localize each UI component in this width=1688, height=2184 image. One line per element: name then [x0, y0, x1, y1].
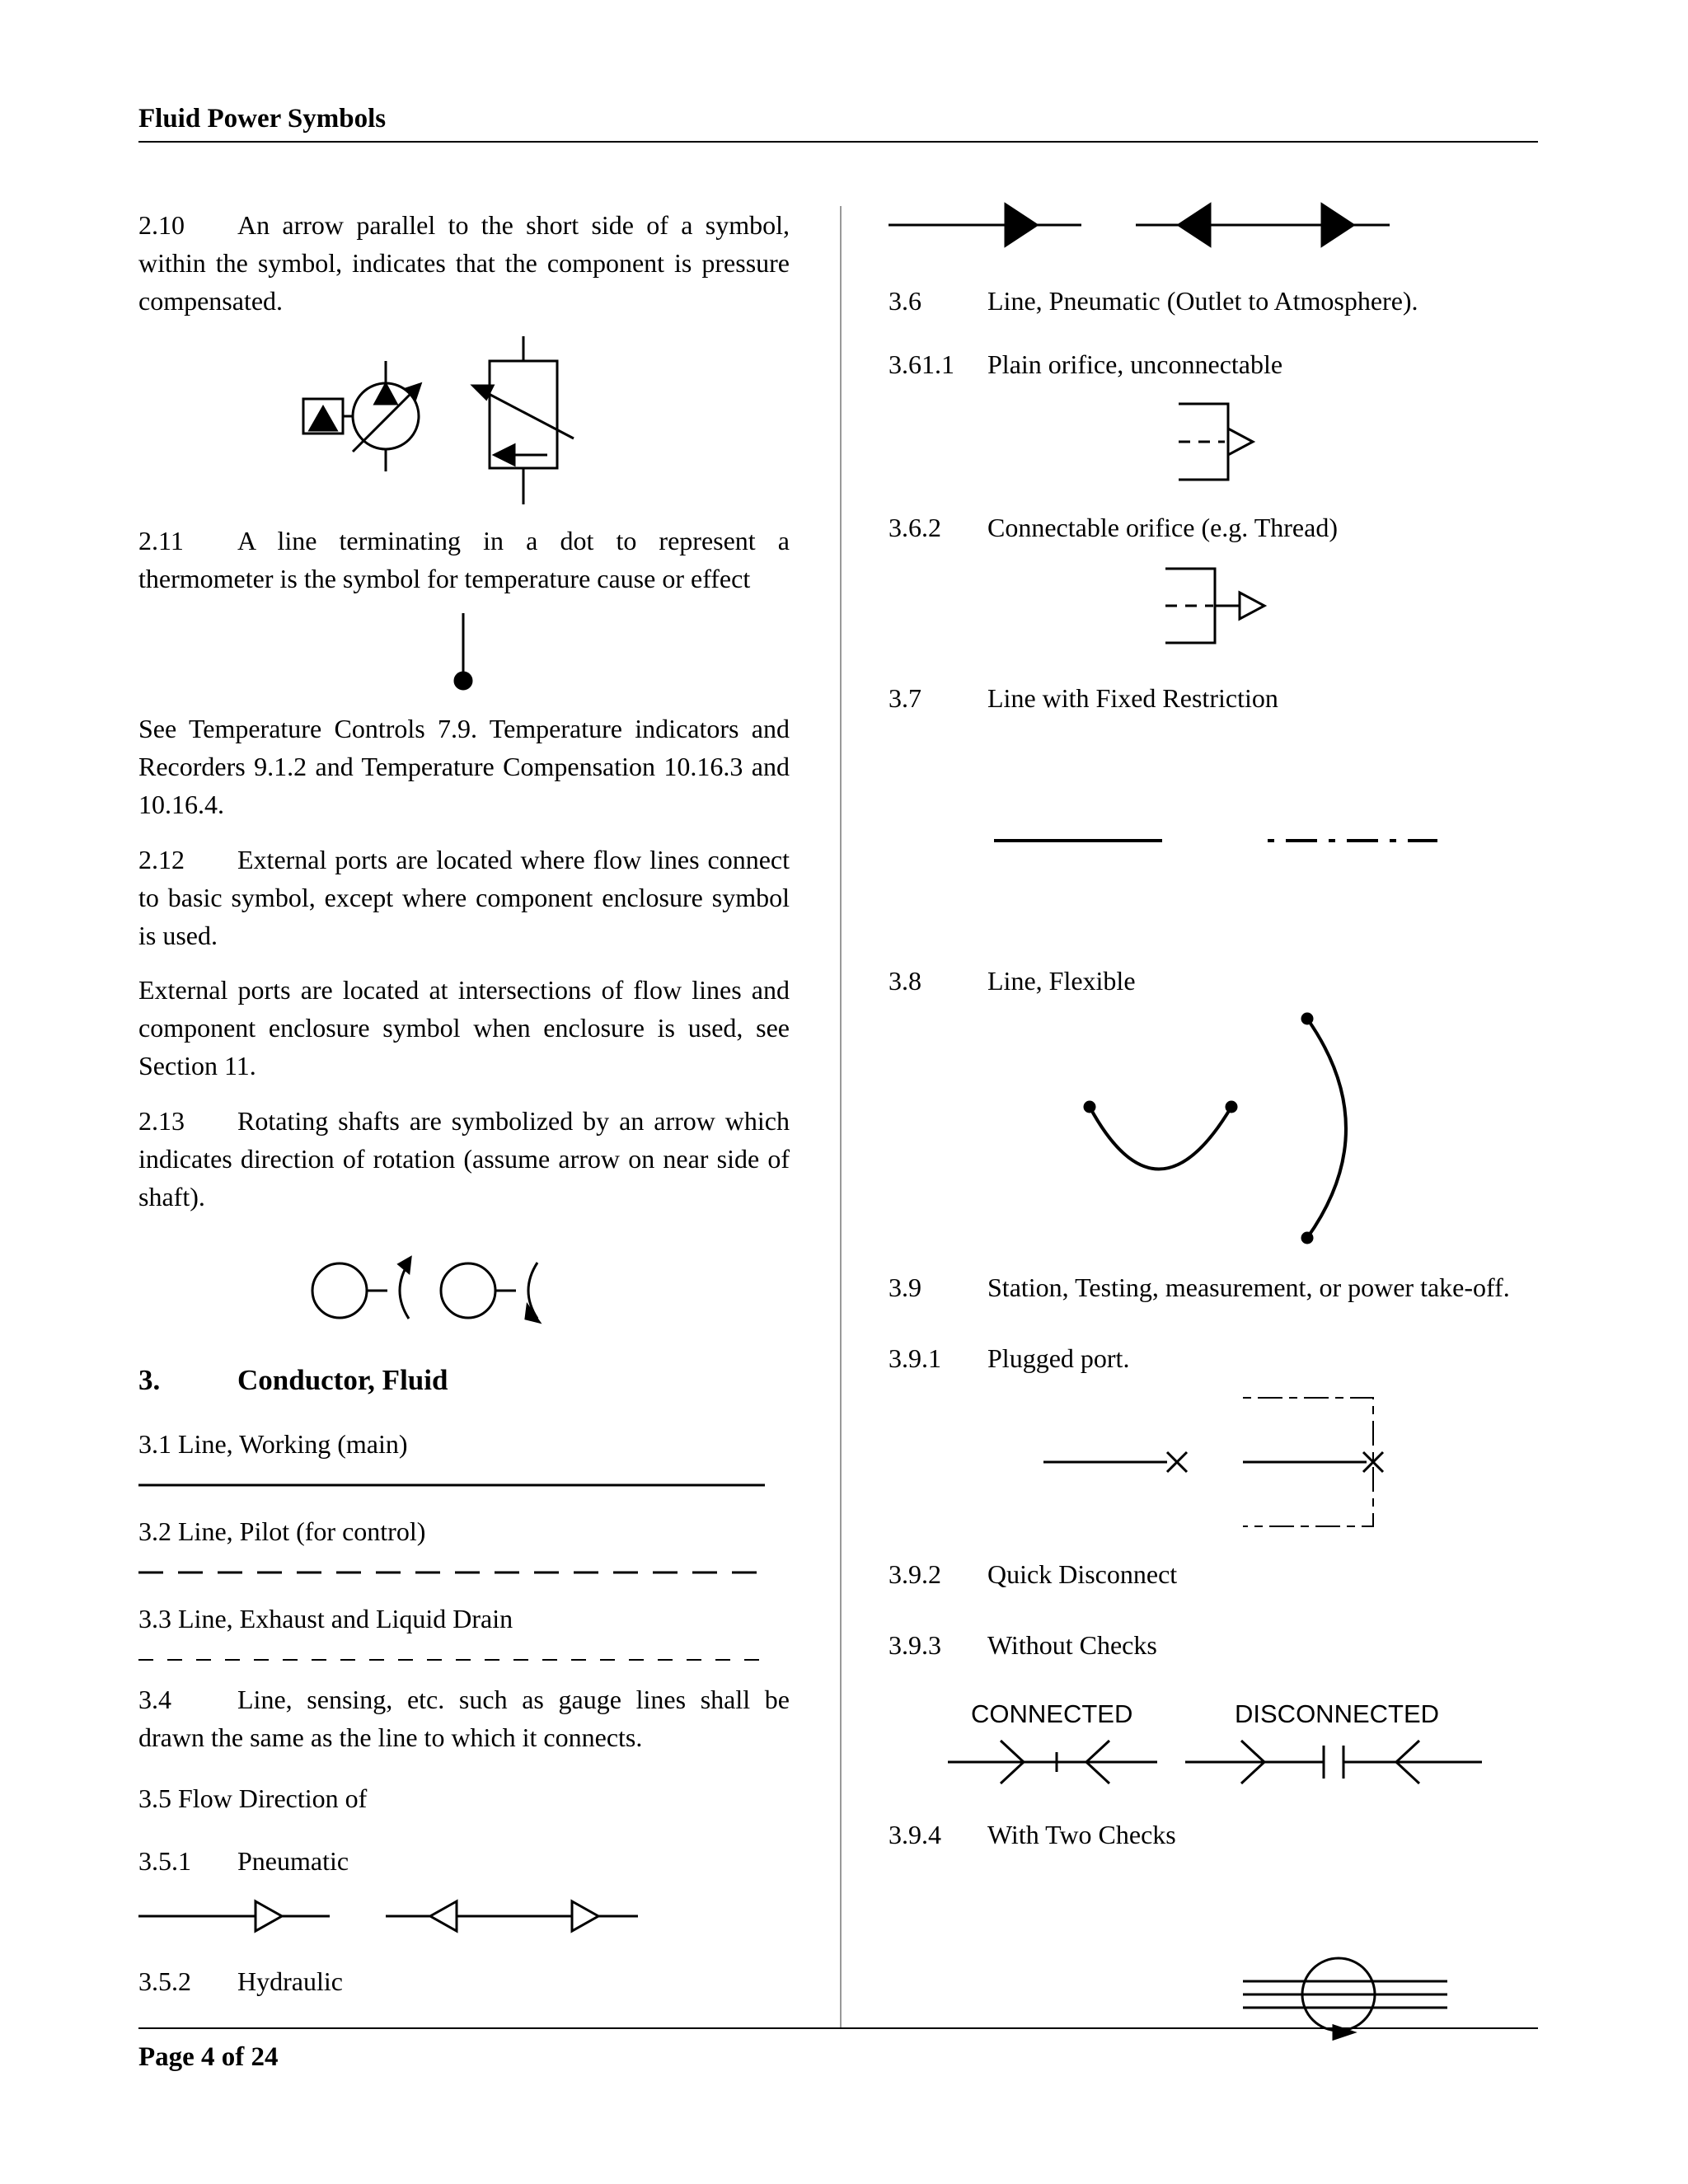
- section-3-1: 3.1 Line, Working (main): [138, 1429, 408, 1459]
- page-header-title: Fluid Power Symbols: [138, 104, 387, 134]
- section-number: 3.: [138, 1364, 161, 1396]
- section-number: 2.11: [138, 526, 184, 555]
- external-ports-paragraph: External ports are located at intersections of flow lines and component enclosure symbol when enclosure is used, see Section 11.: [138, 975, 790, 1080]
- section-3-3: 3.3 Line, Exhaust and Liquid Drain: [138, 1604, 513, 1633]
- pressure-compensated-pump-symbol: [303, 361, 420, 471]
- disconnected-label: DISCONNECTED: [1235, 1699, 1440, 1728]
- section-text: Line, sensing, etc. such as gauge lines shall be drawn the same as the line to which it connects.: [138, 1685, 790, 1752]
- section-number: 3.8: [889, 966, 921, 996]
- section-title: Conductor, Fluid: [237, 1364, 448, 1396]
- section-number: 3.9.4: [889, 1820, 941, 1849]
- section-label: With Two Checks: [987, 1820, 1176, 1849]
- see-temperature-paragraph: See Temperature Controls 7.9. Temperature indicators and Recorders 9.1.2 and Temperature Compensation 10.16.3 and 10.16.4.: [138, 714, 790, 819]
- plain-orifice-symbol: [1179, 404, 1253, 480]
- section-3-2: 3.2 Line, Pilot (for control): [138, 1516, 426, 1546]
- section-number: 3.9.3: [889, 1630, 941, 1660]
- section-label: Quick Disconnect: [987, 1559, 1178, 1589]
- hydraulic-flow-symbol-2: [1136, 204, 1390, 246]
- section-number: 2.10: [138, 210, 185, 240]
- section-3-5: 3.5 Flow Direction of: [138, 1783, 368, 1813]
- rotating-shaft-symbol-2: [441, 1263, 539, 1322]
- hydraulic-flow-symbol-1: [889, 204, 1081, 246]
- flexible-line-arc: [1302, 1014, 1346, 1243]
- quick-disconnect-two-checks-symbol: [1243, 1958, 1447, 2039]
- section-number: 3.5.2: [138, 1966, 191, 1996]
- flexible-line-curve: [1085, 1102, 1236, 1169]
- rotating-shaft-symbol-1: [312, 1258, 410, 1319]
- section-label: Connectable orifice (e.g. Thread): [987, 513, 1338, 542]
- section-label: Station, Testing, measurement, or power take-off.: [987, 1272, 1510, 1302]
- thermometer-symbol: [455, 613, 471, 689]
- section-label: Line, Pneumatic (Outlet to Atmosphere).: [987, 286, 1418, 316]
- pneumatic-flow-symbol-2: [386, 1901, 638, 1931]
- quick-disconnect-connected-symbol: [948, 1741, 1157, 1783]
- section-label: Line with Fixed Restriction: [987, 683, 1278, 713]
- section-number: 3.5.1: [138, 1846, 191, 1876]
- section-text: A line terminating in a dot to represent a thermometer is the symbol for temperature cause or effect: [138, 526, 790, 593]
- connectable-orifice-symbol: [1165, 569, 1264, 643]
- section-label: Hydraulic: [237, 1966, 343, 1996]
- section-label: Plain orifice, unconnectable: [987, 349, 1283, 379]
- section-number: 3.9.1: [889, 1343, 941, 1373]
- section-number: 2.12: [138, 845, 185, 874]
- section-text: External ports are located where flow lines connect to basic symbol, except where component enclosure symbol is used.: [138, 845, 790, 950]
- section-number: 3.4: [138, 1685, 171, 1714]
- connected-label: CONNECTED: [971, 1699, 1133, 1728]
- page-number: Page 4 of 24: [138, 2042, 279, 2072]
- quick-disconnect-disconnected-symbol: [1185, 1741, 1482, 1783]
- section-number: 3.6.2: [889, 513, 941, 542]
- section-number: 3.61.1: [889, 349, 954, 379]
- section-label: Pneumatic: [237, 1846, 349, 1876]
- plugged-port-symbol-1: [1043, 1452, 1187, 1472]
- section-text: An arrow parallel to the short side of a symbol, within the symbol, indicates that the component is pressure compensated.: [138, 210, 790, 316]
- section-label: Plugged port.: [987, 1343, 1130, 1373]
- pressure-compensated-valve-symbol: [473, 336, 574, 504]
- section-text: Rotating shafts are symbolized by an arrow which indicates direction of rotation (assume arrow on near side of shaft).: [138, 1106, 790, 1212]
- section-label: Without Checks: [987, 1630, 1157, 1660]
- section-number: 2.13: [138, 1106, 185, 1136]
- section-number: 3.9: [889, 1272, 921, 1302]
- section-number: 3.7: [889, 683, 921, 713]
- plugged-port-symbol-2: [1243, 1398, 1383, 1526]
- section-label: Line, Flexible: [987, 966, 1136, 996]
- section-number: 3.6: [889, 286, 921, 316]
- pneumatic-flow-symbol-1: [138, 1901, 330, 1931]
- section-number: 3.9.2: [889, 1559, 941, 1589]
